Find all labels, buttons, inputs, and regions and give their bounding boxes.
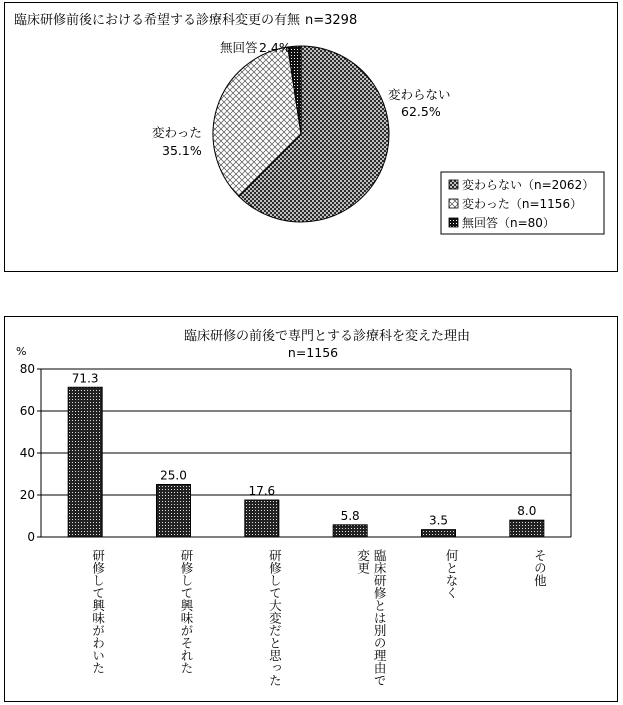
bar-gridlines	[41, 369, 571, 495]
pie-label-nokawaranai: 変わらない	[388, 87, 451, 102]
pie-n-label: n=3298	[305, 13, 358, 28]
legend-swatch-mukaito	[449, 218, 458, 227]
pie-title: 臨床研修前後における希望する診療科変更の有無	[13, 13, 300, 28]
bar	[510, 520, 544, 537]
pie-chart	[5, 3, 617, 271]
bar	[333, 525, 367, 537]
y-tick-label: 0	[27, 530, 35, 544]
x-tick-label: 何となく	[444, 549, 459, 599]
x-tick-label: その他	[532, 549, 548, 587]
bar-value-label: 25.0	[160, 468, 187, 483]
legend-entry-mukaito: 無回答（n=80）	[462, 216, 555, 230]
pie-value-kawatta: 35.1%	[162, 143, 202, 158]
y-axis-ticks	[20, 362, 41, 544]
bar-series	[68, 371, 544, 537]
pie-label-kawatta: 変わった	[152, 125, 202, 140]
pie-chart-panel	[4, 2, 618, 272]
bar	[245, 500, 279, 537]
bar-chart-panel	[4, 316, 618, 702]
x-tick-label: 研修して大変だと思った	[267, 549, 283, 687]
bar-title: 臨床研修の前後で専門とする診療科を変えた理由	[183, 329, 471, 344]
legend-entry-nokawaranai: 変わらない（n=2062）	[462, 178, 595, 192]
x-tick-label: 臨床研修とは別の理由で変更	[355, 549, 388, 687]
bar	[422, 530, 456, 537]
bar-value-label: 5.8	[340, 508, 360, 523]
bar	[157, 485, 191, 538]
y-tick-label: 40	[19, 446, 35, 460]
x-tick-label: 研修して興味がわいた	[90, 549, 106, 674]
y-tick-label: 80	[19, 362, 35, 376]
y-tick-label: 60	[19, 404, 35, 418]
bar-value-label: 71.3	[71, 371, 99, 386]
pie-slices	[213, 46, 389, 222]
y-axis-unit: %	[16, 345, 27, 358]
bar-n-label: n=1156	[287, 345, 339, 360]
bar	[68, 387, 102, 537]
y-tick-label: 20	[19, 488, 35, 502]
legend-entry-kawatta: 変わった（n=1156）	[462, 197, 583, 211]
pie-label-mukaito: 無回答	[220, 40, 258, 55]
pie-value-nokawaranai: 62.5%	[401, 104, 441, 119]
legend-swatch-kawatta	[449, 199, 458, 208]
bar-value-label: 3.5	[428, 513, 449, 528]
legend-swatch-nokawaranai	[449, 180, 458, 189]
bar-value-label: 17.6	[248, 484, 276, 499]
bar-value-label: 8.0	[517, 504, 537, 519]
x-tick-label: 研修して興味がそれた	[179, 549, 194, 674]
pie-value-mukaito: 2.4%	[259, 40, 291, 55]
pie-legend	[441, 172, 604, 234]
